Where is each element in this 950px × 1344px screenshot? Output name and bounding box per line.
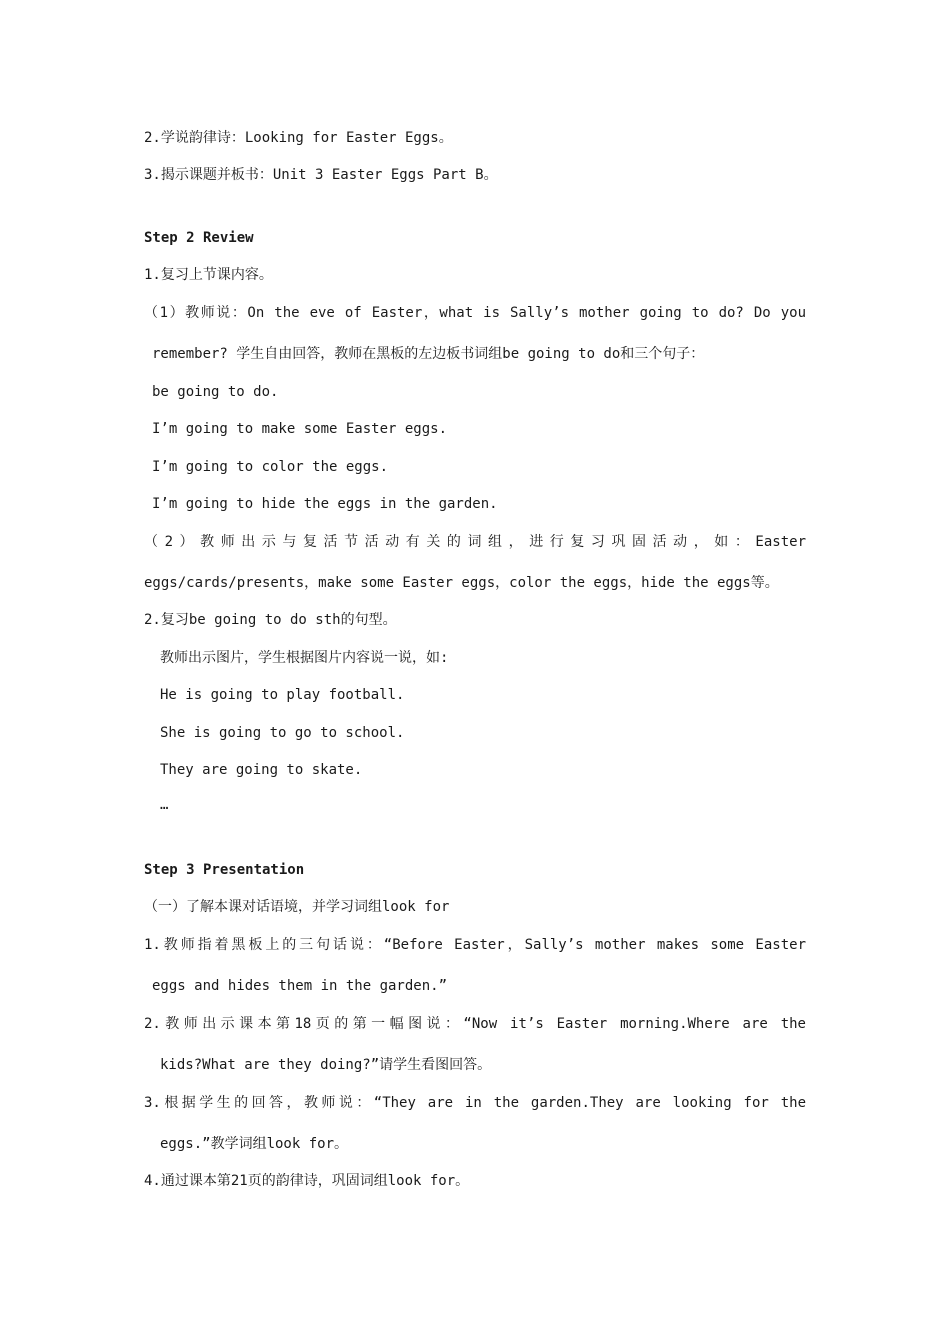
text-line: 1.复习上节课内容。	[144, 267, 273, 283]
text-line: （2）教师出示与复活节活动有关的词组，进行复习巩固活动，如：Easter	[144, 534, 806, 550]
text-line: He is going to play football.	[160, 687, 405, 703]
text-line: eggs/cards/presents，make some Easter eggs，color the eggs，hide the eggs等。	[144, 575, 779, 591]
text-line: 教师出示图片，学生根据图片内容说一说，如:	[160, 650, 449, 666]
text-line: （一）了解本课对话语境，并学习词组look for	[144, 899, 450, 915]
text-line: She is going to go to school.	[160, 725, 405, 741]
text-line: eggs and hides them in the garden.”	[152, 978, 448, 994]
text-line: 2.复习be going to do sth的句型。	[144, 612, 397, 628]
text-line: I’m going to make some Easter eggs.	[152, 421, 448, 437]
text-line: 2.学说韵律诗：Looking for Easter Eggs。	[144, 130, 453, 146]
section-heading: Step 2 Review	[144, 230, 254, 246]
section-heading: Step 3 Presentation	[144, 862, 305, 878]
text-line: be going to do.	[152, 384, 279, 400]
text-line: eggs.”教学词组look for。	[160, 1136, 349, 1152]
text-line: 1.教师指着黑板上的三句话说：“Before Easter，Sally’s mother makes some Easter	[144, 937, 806, 953]
text-line: remember? 学生自由回答，教师在黑板的左边板书词组be going to do和三个句子：	[152, 346, 705, 362]
text-line: 4.通过课本第21页的韵律诗，巩固词组look for。	[144, 1173, 470, 1189]
text-line: 3.根据学生的回答，教师说：“They are in the garden.They are looking for the	[144, 1095, 806, 1111]
text-line: 3.揭示课题并板书：Unit 3 Easter Eggs Part B。	[144, 167, 498, 183]
text-line: （1）教师说：On the eve of Easter，what is Sally’s mother going to do? Do you	[144, 305, 806, 321]
text-line: I’m going to hide the eggs in the garden.	[152, 496, 498, 512]
ellipsis: …	[160, 797, 169, 813]
text-line: kids?What are they doing?”请学生看图回答。	[160, 1057, 492, 1073]
text-line: I’m going to color the eggs.	[152, 459, 389, 475]
text-line: 2.教师出示课本第18页的第一幅图说：“Now it’s Easter morning.Where are the	[144, 1016, 806, 1032]
text-line: They are going to skate.	[160, 762, 363, 778]
